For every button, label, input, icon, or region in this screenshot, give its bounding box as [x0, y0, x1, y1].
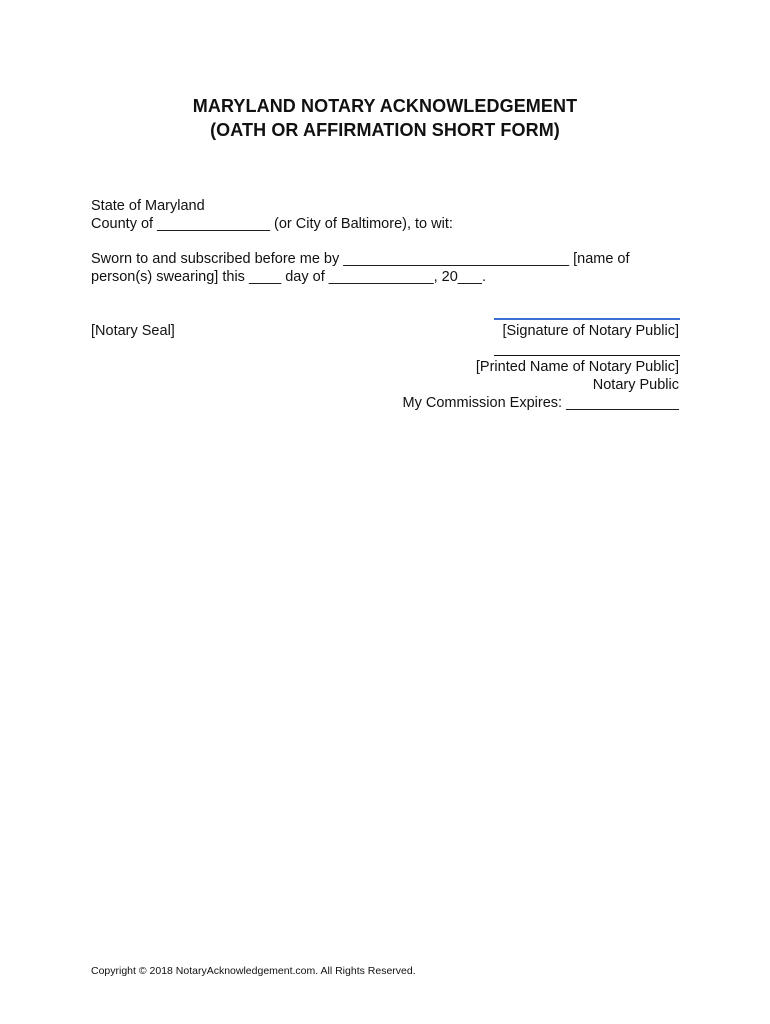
state-line: State of Maryland	[91, 198, 205, 214]
commission-expires-line: My Commission Expires: ______________	[402, 395, 679, 411]
printed-name-line[interactable]	[494, 355, 680, 356]
county-line: County of ______________ (or City of Baltimore), to wit:	[91, 216, 453, 232]
signature-line[interactable]	[494, 318, 680, 320]
sworn-statement-line-2: person(s) swearing] this ____ day of _____________, 20___.	[91, 269, 487, 285]
notary-seal-placeholder: [Notary Seal]	[91, 323, 175, 339]
document-title-line-1: MARYLAND NOTARY ACKNOWLEDGEMENT	[192, 96, 578, 116]
sworn-statement-line-1: Sworn to and subscribed before me by ____________________________ [name of	[91, 251, 630, 267]
document-title-line-2: (OATH OR AFFIRMATION SHORT FORM)	[210, 120, 560, 140]
notary-public-label: Notary Public	[592, 377, 679, 393]
printed-name-label: [Printed Name of Notary Public]	[475, 359, 679, 375]
signature-label: [Signature of Notary Public]	[502, 323, 679, 339]
copyright-footer: Copyright © 2018 NotaryAcknowledgement.com. All Rights Reserved.	[91, 965, 416, 977]
